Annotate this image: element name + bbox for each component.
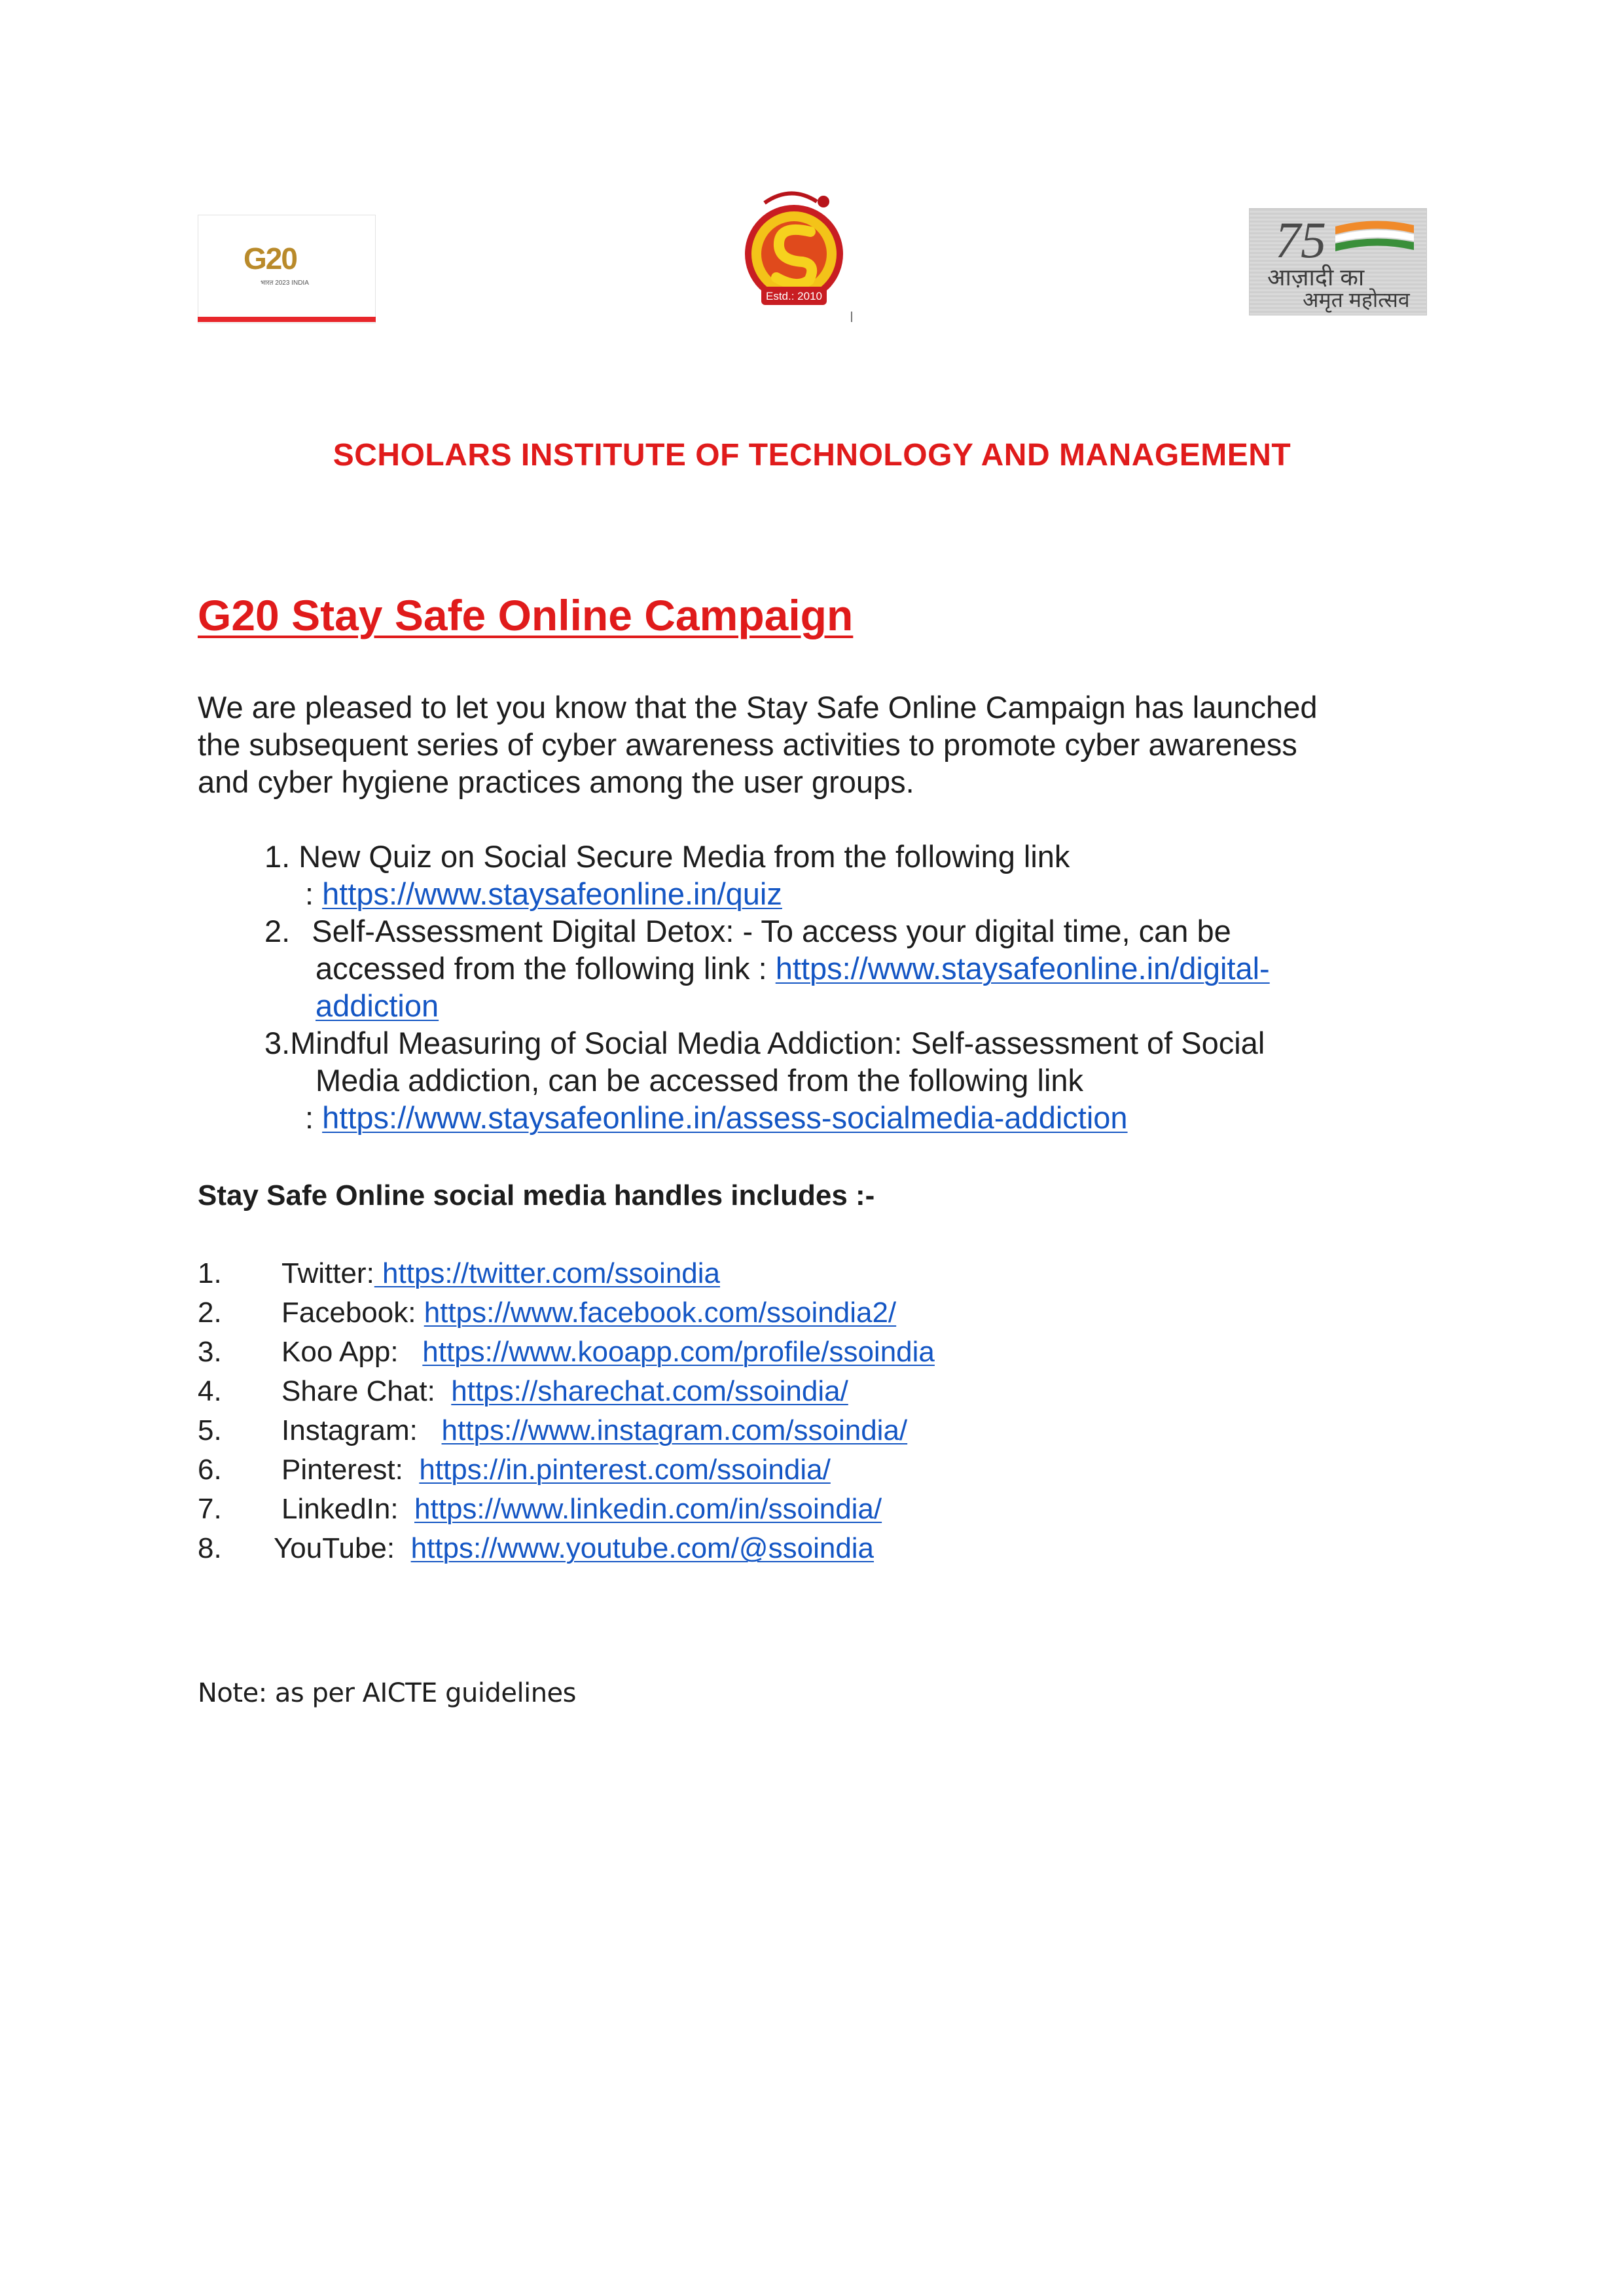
activity-item-1 bbox=[264, 838, 1070, 875]
azadi-logo-line1: आज़ादी का bbox=[1267, 264, 1365, 291]
activity-text: Self-Assessment Digital Detox: - To access your digital time, can be bbox=[312, 914, 1231, 948]
handle-row-linkedin bbox=[198, 1492, 882, 1526]
handle-row-pinterest bbox=[198, 1453, 831, 1487]
intro-line: We are pleased to let you know that the Stay Safe Online Campaign has launched bbox=[198, 690, 1318, 725]
g20-logo-text: G20 bbox=[244, 242, 297, 276]
activity-number: 2. bbox=[264, 914, 291, 948]
handles-heading: Stay Safe Online social media handles includes :- bbox=[198, 1179, 875, 1211]
koo-link[interactable]: https://www.kooapp.com/profile/ssoindia bbox=[422, 1336, 935, 1368]
instagram-link[interactable]: https://www.instagram.com/ssoindia/ bbox=[441, 1414, 908, 1446]
pinterest-link[interactable]: https://in.pinterest.com/ssoindia/ bbox=[419, 1454, 831, 1486]
handle-label: Share Chat: bbox=[281, 1375, 452, 1407]
note: Note: as per AICTE guidelines bbox=[198, 1678, 576, 1708]
linkedin-link[interactable]: https://www.linkedin.com/in/ssoindia/ bbox=[414, 1493, 882, 1525]
sharechat-link[interactable]: https://sharechat.com/ssoindia/ bbox=[451, 1375, 848, 1407]
handle-number: 5. bbox=[198, 1414, 222, 1446]
activity-item-3 bbox=[264, 1024, 1265, 1062]
handle-row-sharechat bbox=[198, 1374, 848, 1408]
activity-number: 1. bbox=[264, 839, 291, 874]
handle-row-youtube bbox=[198, 1532, 874, 1566]
activity-text-continued: accessed from the following link : bbox=[316, 951, 776, 986]
azadi-logo-line2: अमृत महोत्सव bbox=[1303, 288, 1410, 312]
handle-number: 1. bbox=[198, 1257, 222, 1289]
azadi-logo-75: 75 bbox=[1275, 211, 1326, 268]
digital-addiction-link-continued[interactable]: addiction bbox=[316, 988, 439, 1023]
social-media-addiction-link[interactable]: https://www.staysafeonline.in/assess-socialmedia-addiction bbox=[322, 1100, 1128, 1135]
handle-number: 4. bbox=[198, 1375, 222, 1407]
handle-label: YouTube: bbox=[274, 1532, 411, 1564]
handle-number: 2. bbox=[198, 1297, 222, 1329]
activity-text: New Quiz on Social Secure Media from the following link bbox=[298, 839, 1070, 874]
handle-label: Koo App: bbox=[281, 1336, 423, 1368]
intro-line: and cyber hygiene practices among the user groups. bbox=[198, 764, 914, 799]
sitm-logo bbox=[725, 190, 863, 318]
sitm-logo-mark bbox=[851, 312, 852, 322]
intro-paragraph bbox=[198, 689, 1454, 800]
activity-link-prefix: : bbox=[305, 876, 323, 911]
handle-number: 7. bbox=[198, 1493, 222, 1525]
handle-row-instagram bbox=[198, 1414, 907, 1448]
handle-row-facebook bbox=[198, 1296, 896, 1330]
twitter-link[interactable]: https://twitter.com/ssoindia bbox=[374, 1257, 721, 1289]
institute-name: SCHOLARS INSTITUTE OF TECHNOLOGY AND MANAGEMENT bbox=[333, 438, 1291, 473]
activity-item-3-line2 bbox=[316, 1062, 1083, 1099]
handle-number: 3. bbox=[198, 1336, 222, 1368]
digital-addiction-link[interactable]: https://www.staysafeonline.in/digital- bbox=[775, 951, 1270, 986]
activity-text-continued: Media addiction, can be accessed from the following link bbox=[316, 1063, 1084, 1098]
facebook-link[interactable]: https://www.facebook.com/ssoindia2/ bbox=[424, 1297, 897, 1329]
handle-row-twitter bbox=[198, 1257, 720, 1291]
quiz-link[interactable]: https://www.staysafeonline.in/quiz bbox=[322, 876, 782, 911]
handle-label: Twitter: bbox=[281, 1257, 374, 1289]
g20-logo-underline bbox=[198, 317, 376, 322]
tricolor-flag-icon bbox=[1335, 220, 1414, 253]
sitm-logo-estd: Estd.: 2010 bbox=[765, 290, 823, 302]
g20-logo-subtext: भारत 2023 INDIA bbox=[261, 279, 309, 287]
handle-number: 8. bbox=[198, 1532, 222, 1564]
activity-link-prefix: : bbox=[305, 1100, 323, 1135]
handle-label: Instagram: bbox=[281, 1414, 442, 1446]
intro-line: the subsequent series of cyber awareness activities to promote cyber awareness bbox=[198, 727, 1297, 762]
campaign-title: G20 Stay Safe Online Campaign bbox=[198, 591, 854, 639]
handle-label: Facebook: bbox=[281, 1297, 424, 1329]
activity-number: 3. bbox=[264, 1026, 291, 1060]
handle-label: Pinterest: bbox=[281, 1454, 420, 1486]
activity-item-2-line2 bbox=[316, 950, 1270, 987]
youtube-link[interactable]: https://www.youtube.com/@ssoindia bbox=[410, 1532, 875, 1564]
activity-item-1-link-line bbox=[305, 875, 782, 912]
activity-text: Mindful Measuring of Social Media Addiction: Self-assessment of Social bbox=[290, 1026, 1265, 1060]
handle-label: LinkedIn: bbox=[281, 1493, 415, 1525]
handle-number: 6. bbox=[198, 1454, 222, 1486]
handle-row-koo bbox=[198, 1335, 935, 1369]
activity-item-2-line3 bbox=[316, 987, 439, 1024]
activity-item-2 bbox=[264, 912, 1231, 950]
activity-item-3-link-line bbox=[305, 1099, 1128, 1136]
